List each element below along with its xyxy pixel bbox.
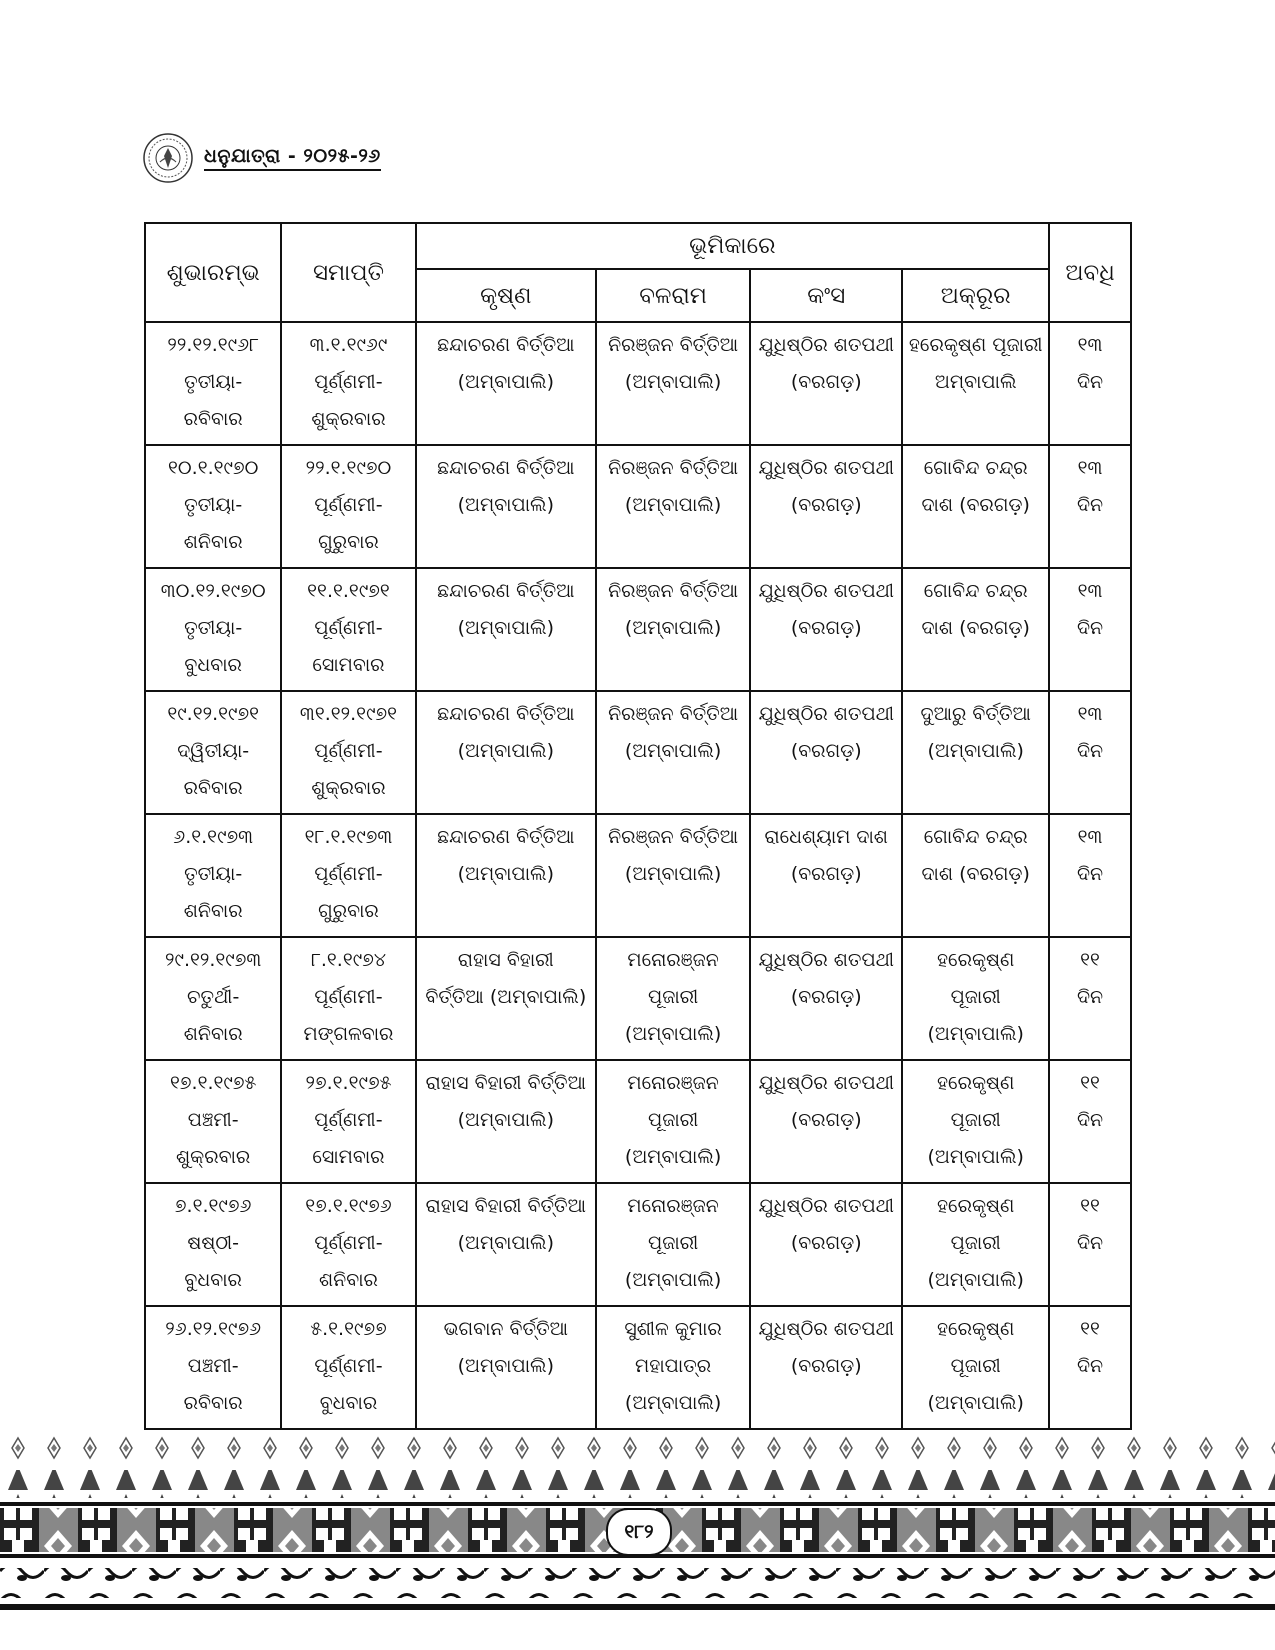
end-cell <box>281 445 415 568</box>
duration-cell-line: ୧୧ <box>1080 1072 1100 1094</box>
kansa-cell-line: (ବରଗଡ଼) <box>790 1232 862 1254</box>
start-cell-line: ରବିବାର <box>183 408 243 430</box>
end-cell-line: ପୂର୍ଣ୍ଣମୀ- <box>314 1109 383 1131</box>
start-cell <box>145 1060 281 1183</box>
festival-schedule-table <box>144 222 1132 1430</box>
header-start: ଶୁଭାରମ୍ଭ <box>145 223 281 322</box>
end-cell-line: ପୂର୍ଣ୍ଣମୀ- <box>314 1355 383 1377</box>
balaram-cell-line: (ଅମ୍ବାପାଲି) <box>624 1023 722 1045</box>
end-cell-line: ମଙ୍ଗଳବାର <box>303 1023 394 1045</box>
kansa-cell <box>750 445 902 568</box>
akrura-cell <box>902 568 1049 691</box>
duration-cell <box>1049 937 1131 1060</box>
start-cell <box>145 1183 281 1306</box>
start-cell-line: ଚତୁର୍ଥୀ- <box>187 986 240 1008</box>
balaram-cell-line: (ଅମ୍ବାପାଲି) <box>624 863 722 885</box>
header-kansa: କଂସ <box>750 269 902 322</box>
start-cell-line: ତୃତୀୟା- <box>184 617 243 639</box>
akrura-cell <box>902 322 1049 445</box>
table-row <box>145 691 1131 814</box>
start-cell-line: ବୁଧବାର <box>184 1269 242 1291</box>
start-cell-line: ବୁଧବାର <box>184 654 242 676</box>
header-krishna: କୃଷ୍ଣ <box>416 269 596 322</box>
akrura-cell-line: ପୂଜାରୀ <box>950 1232 1001 1254</box>
kansa-cell-line: ଯୁଧିଷ୍ଠିର ଶତପଥୀ <box>758 1318 895 1340</box>
start-cell-line: ଦ୍ୱିତୀୟା- <box>177 740 250 762</box>
krishna-cell-line: ରାହାସ ବିହାରୀ <box>457 949 554 971</box>
akrura-cell-line: ପୂଜାରୀ <box>950 986 1001 1008</box>
end-cell-line: ୩.୧.୧୯୬୯ <box>309 334 388 356</box>
end-cell-line: ଗୁରୁବାର <box>318 900 379 922</box>
kansa-cell <box>750 937 902 1060</box>
krishna-cell-line: (ଅମ୍ବାପାଲି) <box>457 371 555 393</box>
kansa-cell-line: (ବରଗଡ଼) <box>790 740 862 762</box>
page-header <box>142 133 381 183</box>
balaram-cell-line: ପୂଜାରୀ <box>648 1232 699 1254</box>
balaram-cell <box>596 322 750 445</box>
end-cell-line: ପୂର୍ଣ୍ଣମୀ- <box>314 986 383 1008</box>
start-cell-line: ୨୬.୧୨.୧୯୭୬ <box>165 1318 262 1340</box>
start-cell-line: ୭.୧.୧୯୭୬ <box>174 1195 252 1217</box>
end-cell <box>281 568 415 691</box>
akrura-cell <box>902 1183 1049 1306</box>
akrura-cell-line: ହରେକୃଷ୍ଣ <box>936 1072 1015 1094</box>
balaram-cell-line: (ଅମ୍ବାପାଲି) <box>624 1146 722 1168</box>
balaram-cell <box>596 691 750 814</box>
krishna-cell <box>416 322 596 445</box>
start-cell <box>145 691 281 814</box>
duration-cell-line: ୧୧ <box>1080 1318 1100 1340</box>
page-number: ୧୮୨ <box>606 1508 672 1556</box>
start-cell-line: ତୃତୀୟା- <box>184 863 243 885</box>
duration-cell-line: ୧୩ <box>1077 457 1103 479</box>
start-cell-line: ଷଷ୍ଠୀ- <box>187 1232 240 1254</box>
table-row <box>145 322 1131 445</box>
duration-cell-line: ଦିନ <box>1076 986 1104 1008</box>
kansa-cell-line: (ବରଗଡ଼) <box>790 617 862 639</box>
kansa-cell-line: (ବରଗଡ଼) <box>790 1355 862 1377</box>
akrura-cell-line: (ଅମ୍ବାପାଲି) <box>927 740 1024 762</box>
krishna-cell <box>416 937 596 1060</box>
duration-cell <box>1049 568 1131 691</box>
krishna-cell <box>416 1060 596 1183</box>
start-cell <box>145 445 281 568</box>
akrura-cell-line: ଗୋବିନ୍ଦ ଚନ୍ଦ୍ର <box>923 457 1028 479</box>
end-cell-line: ୮.୧.୧୯୭୪ <box>310 949 386 971</box>
end-cell-line: ୨୭.୧.୧୯୭୫ <box>305 1072 392 1094</box>
end-cell-line: ପୂର୍ଣ୍ଣମୀ- <box>314 740 383 762</box>
header-title: ଧନୁଯାତ୍ରା - ୨୦୨୫-୨୬ <box>204 145 381 171</box>
kansa-cell-line: (ବରଗଡ଼) <box>790 863 862 885</box>
start-cell <box>145 814 281 937</box>
krishna-cell <box>416 445 596 568</box>
akrura-cell-line: ପୂଜାରୀ <box>950 1355 1001 1377</box>
kansa-cell <box>750 1060 902 1183</box>
krishna-cell-line: ରାହାସ ବିହାରୀ ବିର୍ତ୍ତିଆ <box>425 1195 586 1217</box>
header-akrura: ଅକ୍ରୂର <box>902 269 1049 322</box>
akrura-cell-line: (ଅମ୍ବାପାଲି) <box>927 1269 1024 1291</box>
krishna-cell <box>416 1306 596 1429</box>
balaram-cell-line: (ଅମ୍ବାପାଲି) <box>624 371 722 393</box>
krishna-cell-line: ଛନ୍ଦାଚରଣ ବିର୍ତ୍ତିଆ <box>437 826 575 848</box>
end-cell-line: ଶନିବାର <box>319 1269 378 1291</box>
duration-cell <box>1049 1183 1131 1306</box>
end-cell-line: ସୋମବାର <box>312 1146 385 1168</box>
end-cell-line: ପୂର୍ଣ୍ଣମୀ- <box>314 863 383 885</box>
krishna-cell-line: ଛନ୍ଦାଚରଣ ବିର୍ତ୍ତିଆ <box>437 457 575 479</box>
end-cell <box>281 937 415 1060</box>
duration-cell-line: ଦିନ <box>1076 494 1104 516</box>
end-cell <box>281 691 415 814</box>
header-end: ସମାପ୍ତି <box>281 223 415 322</box>
start-cell <box>145 322 281 445</box>
duration-cell <box>1049 814 1131 937</box>
kansa-cell-line: ଯୁଧିଷ୍ଠିର ଶତପଥୀ <box>758 334 895 356</box>
krishna-cell-line: (ଅମ୍ବାପାଲି) <box>457 740 555 762</box>
akrura-cell <box>902 814 1049 937</box>
kansa-cell <box>750 814 902 937</box>
balaram-cell-line: ମନୋରଞ୍ଜନ <box>627 1072 719 1094</box>
balaram-cell-line: ନିରଞ୍ଜନ ବିର୍ତ୍ତିଆ <box>608 457 739 479</box>
krishna-cell <box>416 568 596 691</box>
header-duration: ଅବଧି <box>1049 223 1131 322</box>
akrura-cell <box>902 937 1049 1060</box>
end-cell <box>281 322 415 445</box>
akrura-cell-line: ଦାଶ (ବରଗଡ଼) <box>921 617 1030 639</box>
krishna-cell-line: (ଅମ୍ବାପାଲି) <box>457 1109 555 1131</box>
balaram-cell-line: ପୂଜାରୀ <box>648 1109 699 1131</box>
table-row <box>145 1306 1131 1429</box>
balaram-cell-line: ମନୋରଞ୍ଜନ <box>627 949 719 971</box>
start-cell-line: ଶନିବାର <box>183 1023 243 1045</box>
balaram-cell <box>596 445 750 568</box>
kansa-cell-line: ଯୁଧିଷ୍ଠିର ଶତପଥୀ <box>758 457 895 479</box>
start-cell-line: ୨୨.୧୨.୧୯୬୮ <box>167 334 259 356</box>
balaram-cell-line: ନିରଞ୍ଜନ ବିର୍ତ୍ତିଆ <box>608 580 739 602</box>
kansa-cell-line: (ବରଗଡ଼) <box>790 1109 862 1131</box>
balaram-cell-line: (ଅମ୍ବାପାଲି) <box>624 617 722 639</box>
kansa-cell <box>750 568 902 691</box>
start-cell-line: ୧୯.୧୨.୧୯୭୧ <box>167 703 259 725</box>
start-cell-line: ଶନିବାର <box>183 900 243 922</box>
akrura-cell-line: ଦୁଆରୁ ବିର୍ତ୍ତିଆ <box>920 703 1031 725</box>
balaram-cell-line: (ଅମ୍ବାପାଲି) <box>624 1392 722 1414</box>
duration-cell-line: ୧୩ <box>1077 826 1103 848</box>
akrura-cell-line: ହରେକୃଷ୍ଣ <box>936 1195 1015 1217</box>
krishna-cell-line: ଛନ୍ଦାଚରଣ ବିର୍ତ୍ତିଆ <box>437 703 575 725</box>
start-cell-line: ରବିବାର <box>183 777 243 799</box>
balaram-cell-line: ମହାପାତ୍ର <box>635 1355 712 1377</box>
kansa-cell-line: (ବରଗଡ଼) <box>790 986 862 1008</box>
start-cell-line: ପଞ୍ଚମୀ- <box>187 1109 239 1131</box>
krishna-cell <box>416 1183 596 1306</box>
kansa-cell <box>750 1183 902 1306</box>
duration-cell-line: ୧୩ <box>1077 703 1103 725</box>
duration-cell-line: ଦିନ <box>1076 740 1104 762</box>
akrura-cell-line: ଅମ୍ବାପାଲି <box>934 371 1017 393</box>
krishna-cell-line: (ଅମ୍ବାପାଲି) <box>457 494 555 516</box>
end-cell-line: ବୁଧବାର <box>319 1392 378 1414</box>
balaram-cell <box>596 568 750 691</box>
balaram-cell <box>596 937 750 1060</box>
akrura-cell-line: ଦାଶ (ବରଗଡ଼) <box>921 863 1030 885</box>
start-cell-line: ତୃତୀୟା- <box>184 371 243 393</box>
table-row <box>145 1060 1131 1183</box>
duration-cell-line: ୧୧ <box>1080 949 1100 971</box>
end-cell <box>281 1060 415 1183</box>
table-row <box>145 1183 1131 1306</box>
end-cell-line: ଶୁକ୍ରବାର <box>311 408 386 430</box>
kansa-cell-line: ଯୁଧିଷ୍ଠିର ଶତପଥୀ <box>758 580 895 602</box>
kansa-cell <box>750 1306 902 1429</box>
end-cell-line: ସୋମବାର <box>312 654 385 676</box>
duration-cell-line: ଦିନ <box>1076 863 1104 885</box>
balaram-cell <box>596 1060 750 1183</box>
krishna-cell-line: (ଅମ୍ବାପାଲି) <box>457 863 555 885</box>
start-cell <box>145 937 281 1060</box>
duration-cell <box>1049 322 1131 445</box>
header-roles-group: ଭୂମିକାରେ <box>416 223 1050 269</box>
start-cell <box>145 568 281 691</box>
krishna-cell-line: ବିର୍ତ୍ତିଆ (ଅମ୍ବାପାଲି) <box>425 986 587 1008</box>
duration-cell-line: ଦିନ <box>1076 1109 1104 1131</box>
balaram-cell-line: ସୁଶୀଳ କୁମାର <box>624 1318 722 1340</box>
header-balaram: ବଳରାମ <box>596 269 750 322</box>
duration-cell-line: ଦିନ <box>1076 1355 1104 1377</box>
krishna-cell-line: ଭଗବାନ ବିର୍ତ୍ତିଆ <box>443 1318 569 1340</box>
schedule-body <box>145 322 1131 1429</box>
krishna-cell <box>416 814 596 937</box>
balaram-cell-line: (ଅମ୍ବାପାଲି) <box>624 1269 722 1291</box>
duration-cell <box>1049 691 1131 814</box>
duration-cell-line: ଦିନ <box>1076 371 1104 393</box>
akrura-cell-line: (ଅମ୍ବାପାଲି) <box>927 1023 1024 1045</box>
balaram-cell-line: ନିରଞ୍ଜନ ବିର୍ତ୍ତିଆ <box>608 826 739 848</box>
akrura-cell <box>902 1306 1049 1429</box>
kansa-cell <box>750 691 902 814</box>
table-row <box>145 445 1131 568</box>
start-cell-line: ଶୁକ୍ରବାର <box>176 1146 251 1168</box>
start-cell-line: ୧୭.୧.୧୯୭୫ <box>170 1072 257 1094</box>
end-cell <box>281 1306 415 1429</box>
duration-cell-line: ୧୩ <box>1077 334 1103 356</box>
akrura-cell <box>902 691 1049 814</box>
krishna-cell-line: ଛନ୍ଦାଚରଣ ବିର୍ତ୍ତିଆ <box>437 580 575 602</box>
table-row <box>145 937 1131 1060</box>
duration-cell-line: ଦିନ <box>1076 617 1104 639</box>
krishna-cell <box>416 691 596 814</box>
krishna-cell-line: (ଅମ୍ବାପାଲି) <box>457 617 555 639</box>
end-cell-line: ଶୁକ୍ରବାର <box>311 777 386 799</box>
duration-cell-line: ୧୧ <box>1080 1195 1100 1217</box>
krishna-cell-line: ରାହାସ ବିହାରୀ ବିର୍ତ୍ତିଆ <box>425 1072 586 1094</box>
akrura-cell-line: ଗୋବିନ୍ଦ ଚନ୍ଦ୍ର <box>923 580 1028 602</box>
balaram-cell-line: (ଅମ୍ବାପାଲି) <box>624 740 722 762</box>
duration-cell-line: ୧୩ <box>1077 580 1103 602</box>
end-cell-line: ୧୧.୧.୧୯୭୧ <box>307 580 390 602</box>
akrura-cell-line: ଦାଶ (ବରଗଡ଼) <box>921 494 1030 516</box>
akrura-cell-line: ହରେକୃଷ୍ଣ ପୂଜାରୀ <box>908 334 1043 356</box>
start-cell-line: ୬.୧.୧୯୭୩ <box>173 826 254 848</box>
balaram-cell-line: (ଅମ୍ବାପାଲି) <box>624 494 722 516</box>
akrura-cell-line: ହରେକୃଷ୍ଣ <box>936 949 1015 971</box>
akrura-cell <box>902 445 1049 568</box>
table-row <box>145 814 1131 937</box>
akrura-cell-line: ଗୋବିନ୍ଦ ଚନ୍ଦ୍ର <box>923 826 1028 848</box>
duration-cell <box>1049 1306 1131 1429</box>
kansa-cell <box>750 322 902 445</box>
start-cell-line: ୧୦.୧.୧୯୭୦ <box>168 457 259 479</box>
end-cell <box>281 814 415 937</box>
end-cell-line: ପୂର୍ଣ୍ଣମୀ- <box>314 1232 383 1254</box>
duration-cell <box>1049 445 1131 568</box>
end-cell-line: ୩୧.୧୨.୧୯୭୧ <box>299 703 398 725</box>
krishna-cell-line: ଛନ୍ଦାଚରଣ ବିର୍ତ୍ତିଆ <box>437 334 575 356</box>
akrura-cell-line: (ଅମ୍ବାପାଲି) <box>927 1146 1024 1168</box>
akrura-cell-line: ହରେକୃଷ୍ଣ <box>936 1318 1015 1340</box>
kansa-cell-line: ଯୁଧିଷ୍ଠିର ଶତପଥୀ <box>758 1195 895 1217</box>
akrura-cell-line: ପୂଜାରୀ <box>950 1109 1001 1131</box>
balaram-cell <box>596 1306 750 1429</box>
kansa-cell-line: (ବରଗଡ଼) <box>790 494 862 516</box>
end-cell-line: ୧୭.୧.୧୯୭୬ <box>305 1195 392 1217</box>
duration-cell <box>1049 1060 1131 1183</box>
start-cell-line: ପଞ୍ଚମୀ- <box>187 1355 239 1377</box>
krishna-cell-line: (ଅମ୍ବାପାଲି) <box>457 1232 555 1254</box>
balaram-cell <box>596 814 750 937</box>
end-cell-line: ଗୁରୁବାର <box>318 531 379 553</box>
balaram-cell-line: ନିରଞ୍ଜନ ବିର୍ତ୍ତିଆ <box>608 703 739 725</box>
table-row <box>145 568 1131 691</box>
kansa-cell-line: ଯୁଧିଷ୍ଠିର ଶତପଥୀ <box>758 949 895 971</box>
start-cell-line: ୨୯.୧୨.୧୯୭୩ <box>165 949 262 971</box>
end-cell-line: ପୂର୍ଣ୍ଣମୀ- <box>314 371 383 393</box>
end-cell-line: ୧୮.୧.୧୯୭୩ <box>304 826 393 848</box>
kansa-cell-line: ଯୁଧିଷ୍ଠିର ଶତପଥୀ <box>758 1072 895 1094</box>
kansa-cell-line: ରାଧେଶ୍ୟାମ ଦାଶ <box>764 826 888 848</box>
end-cell <box>281 1183 415 1306</box>
akrura-cell <box>902 1060 1049 1183</box>
balaram-cell-line: ପୂଜାରୀ <box>648 986 699 1008</box>
start-cell-line: ରବିବାର <box>183 1392 243 1414</box>
balaram-cell-line: ମନୋରଞ୍ଜନ <box>627 1195 719 1217</box>
end-cell-line: ୨୨.୧.୧୯୭୦ <box>305 457 392 479</box>
akrura-cell-line: (ଅମ୍ବାପାଲି) <box>927 1392 1024 1414</box>
kansa-cell-line: ଯୁଧିଷ୍ଠିର ଶତପଥୀ <box>758 703 895 725</box>
start-cell-line: ଶନିବାର <box>183 531 243 553</box>
emblem-seal-icon <box>142 132 194 184</box>
duration-cell-line: ଦିନ <box>1076 1232 1104 1254</box>
end-cell-line: ପୂର୍ଣ୍ଣମୀ- <box>314 494 383 516</box>
start-cell-line: ୩୦.୧୨.୧୯୭୦ <box>160 580 266 602</box>
krishna-cell-line: (ଅମ୍ବାପାଲି) <box>457 1355 555 1377</box>
start-cell <box>145 1306 281 1429</box>
balaram-cell <box>596 1183 750 1306</box>
balaram-cell-line: ନିରଞ୍ଜନ ବିର୍ତ୍ତିଆ <box>608 334 739 356</box>
kansa-cell-line: (ବରଗଡ଼) <box>790 371 862 393</box>
start-cell-line: ତୃତୀୟା- <box>184 494 243 516</box>
end-cell-line: ୫.୧.୧୯୭୭ <box>310 1318 387 1340</box>
end-cell-line: ପୂର୍ଣ୍ଣମୀ- <box>314 617 383 639</box>
